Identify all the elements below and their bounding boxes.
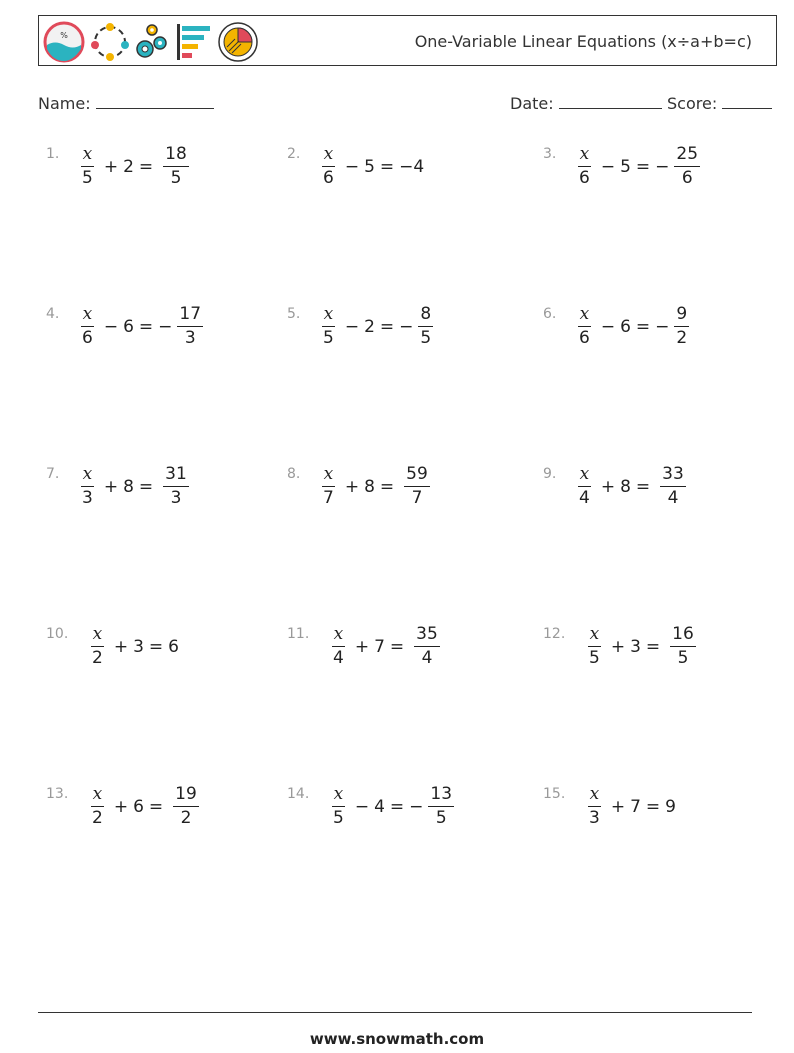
variable-fraction xyxy=(331,626,346,667)
equation xyxy=(573,146,704,187)
operator: + xyxy=(113,636,129,657)
svg-text:%: % xyxy=(60,30,68,40)
variable-fraction xyxy=(80,146,95,187)
equation xyxy=(583,786,676,827)
constant: 6 xyxy=(123,316,134,337)
variable: x xyxy=(578,146,592,167)
footer-url: www.snowmath.com xyxy=(309,1030,485,1048)
constant: 4 xyxy=(374,796,385,817)
operator: − xyxy=(344,156,360,177)
constant: 3 xyxy=(630,636,641,657)
equals-sign: = xyxy=(389,796,405,817)
equals-sign: = xyxy=(635,476,651,497)
name-field xyxy=(38,94,214,113)
problem-item xyxy=(543,146,783,206)
problem-number: 4. xyxy=(46,306,60,322)
operator: + xyxy=(113,796,129,817)
equals-sign: = xyxy=(389,636,405,657)
equals-sign: = xyxy=(138,476,154,497)
score-label: Score: xyxy=(667,94,718,113)
equals-sign: = xyxy=(148,636,164,657)
people-cycle-icon xyxy=(89,21,131,63)
divisor: 6 xyxy=(579,328,590,348)
pie-chart-icon xyxy=(217,21,259,63)
percent-circle-icon xyxy=(43,21,85,63)
answer-numerator: 18 xyxy=(163,146,189,167)
divisor: 3 xyxy=(82,488,93,508)
equation xyxy=(317,146,424,187)
answer-value: 6 xyxy=(168,636,179,657)
operator: − xyxy=(344,316,360,337)
variable-fraction xyxy=(80,306,95,347)
variable-fraction xyxy=(321,466,336,507)
answer-denominator: 5 xyxy=(677,648,689,668)
constant: 6 xyxy=(133,796,144,817)
equation xyxy=(86,786,203,827)
answer-numerator: 9 xyxy=(674,306,689,327)
divisor: 4 xyxy=(333,648,344,668)
divisor: 6 xyxy=(82,328,93,348)
variable-fraction xyxy=(331,786,346,827)
variable: x xyxy=(332,786,346,807)
answer-fraction xyxy=(414,626,440,667)
name-blank[interactable] xyxy=(96,94,214,109)
constant: 5 xyxy=(364,156,375,177)
answer-numerator: 8 xyxy=(418,306,433,327)
gears-icon xyxy=(135,21,171,63)
problem-number: 13. xyxy=(46,786,69,802)
equation xyxy=(327,786,458,827)
equation xyxy=(317,306,437,347)
answer-sign: − xyxy=(409,796,424,817)
divisor: 6 xyxy=(579,168,590,188)
equation xyxy=(327,626,444,667)
operator: − xyxy=(600,316,616,337)
problem-number: 10. xyxy=(46,626,69,642)
operator: + xyxy=(103,476,119,497)
problem-item xyxy=(46,466,286,526)
constant: 8 xyxy=(364,476,375,497)
problem-number: 6. xyxy=(543,306,557,322)
problem-number: 9. xyxy=(543,466,557,482)
problem-number: 12. xyxy=(543,626,566,642)
answer-fraction xyxy=(674,146,700,187)
operator: + xyxy=(610,796,626,817)
date-field xyxy=(510,94,662,113)
divisor: 6 xyxy=(323,168,334,188)
answer-numerator: 13 xyxy=(428,786,454,807)
answer-fraction xyxy=(428,786,454,827)
divisor: 2 xyxy=(92,808,103,828)
operator: + xyxy=(103,156,119,177)
problem-number: 7. xyxy=(46,466,60,482)
variable-fraction xyxy=(321,146,336,187)
constant: 3 xyxy=(133,636,144,657)
problem-number: 14. xyxy=(287,786,310,802)
divisor: 2 xyxy=(92,648,103,668)
equals-sign: = xyxy=(138,156,154,177)
equals-sign: = xyxy=(379,316,395,337)
operator: + xyxy=(600,476,616,497)
answer-denominator: 4 xyxy=(421,648,433,668)
answer-numerator: 33 xyxy=(660,466,686,487)
bar-list-icon xyxy=(175,21,213,63)
variable: x xyxy=(81,146,95,167)
answer-denominator: 5 xyxy=(435,808,447,828)
divisor: 7 xyxy=(323,488,334,508)
answer-denominator: 7 xyxy=(411,488,423,508)
problem-item xyxy=(543,626,783,686)
answer-denominator: 5 xyxy=(170,168,182,188)
answer-fraction xyxy=(404,466,430,507)
answer-fraction xyxy=(173,786,199,827)
answer-sign: − xyxy=(655,316,670,337)
answer-fraction xyxy=(660,466,686,507)
problem-item xyxy=(543,306,783,366)
problem-item xyxy=(287,306,527,366)
variable-fraction xyxy=(90,626,105,667)
equals-sign: = xyxy=(379,476,395,497)
equation xyxy=(76,306,207,347)
answer-numerator: 59 xyxy=(404,466,430,487)
answer-numerator: 35 xyxy=(414,626,440,647)
variable-fraction xyxy=(80,466,95,507)
answer-fraction xyxy=(674,306,689,347)
variable: x xyxy=(322,306,336,327)
date-label: Date: xyxy=(510,94,554,113)
variable: x xyxy=(81,306,95,327)
variable-fraction xyxy=(587,786,602,827)
variable: x xyxy=(322,146,336,167)
header-icons xyxy=(43,20,259,63)
answer-denominator: 2 xyxy=(180,808,192,828)
problem-item xyxy=(46,146,286,206)
answer-sign: − xyxy=(655,156,670,177)
problem-item xyxy=(46,626,286,686)
variable-fraction xyxy=(577,146,592,187)
answer-sign: − xyxy=(399,316,414,337)
problem-item xyxy=(543,786,783,846)
answer-fraction xyxy=(177,306,203,347)
variable: x xyxy=(332,626,346,647)
variable-fraction xyxy=(577,306,592,347)
variable: x xyxy=(91,786,105,807)
problem-number: 8. xyxy=(287,466,301,482)
constant: 7 xyxy=(374,636,385,657)
equals-sign: = xyxy=(635,316,651,337)
answer-fraction xyxy=(670,626,696,667)
equals-sign: = xyxy=(379,156,395,177)
problem-number: 11. xyxy=(287,626,310,642)
answer-numerator: 17 xyxy=(177,306,203,327)
problem-item xyxy=(46,306,286,366)
variable-fraction xyxy=(321,306,336,347)
operator: + xyxy=(344,476,360,497)
problem-number: 1. xyxy=(46,146,60,162)
answer-fraction xyxy=(163,466,189,507)
problem-item xyxy=(287,146,527,206)
constant: 7 xyxy=(630,796,641,817)
constant: 6 xyxy=(620,316,631,337)
variable: x xyxy=(588,786,602,807)
worksheet-title: One-Variable Linear Equations (x÷a+b=c) xyxy=(414,32,752,51)
problem-number: 15. xyxy=(543,786,566,802)
equation xyxy=(76,466,193,507)
date-blank[interactable] xyxy=(559,94,662,109)
answer-fraction xyxy=(418,306,433,347)
problem-item xyxy=(46,786,286,846)
constant: 8 xyxy=(620,476,631,497)
variable-fraction xyxy=(90,786,105,827)
answer-numerator: 19 xyxy=(173,786,199,807)
operator: + xyxy=(354,636,370,657)
problem-item xyxy=(287,466,527,526)
answer-denominator: 3 xyxy=(184,328,196,348)
equals-sign: = xyxy=(645,636,661,657)
divisor: 4 xyxy=(579,488,590,508)
footer-divider xyxy=(38,1012,752,1013)
operator: − xyxy=(600,156,616,177)
problem-number: 5. xyxy=(287,306,301,322)
constant: 8 xyxy=(123,476,134,497)
worksheet-header xyxy=(38,15,777,66)
variable: x xyxy=(81,466,95,487)
divisor: 5 xyxy=(323,328,334,348)
answer-value: 9 xyxy=(665,796,676,817)
answer-numerator: 25 xyxy=(674,146,700,167)
answer-denominator: 2 xyxy=(676,328,688,348)
problem-number: 3. xyxy=(543,146,557,162)
problem-number: 2. xyxy=(287,146,301,162)
variable: x xyxy=(322,466,336,487)
variable: x xyxy=(588,626,602,647)
answer-sign: − xyxy=(158,316,173,337)
divisor: 5 xyxy=(333,808,344,828)
equation xyxy=(583,626,700,667)
constant: 2 xyxy=(364,316,375,337)
answer-denominator: 3 xyxy=(170,488,182,508)
divisor: 3 xyxy=(589,808,600,828)
operator: − xyxy=(354,796,370,817)
answer-numerator: 31 xyxy=(163,466,189,487)
operator: + xyxy=(610,636,626,657)
divisor: 5 xyxy=(589,648,600,668)
equation xyxy=(317,466,434,507)
equation xyxy=(86,626,179,667)
constant: 2 xyxy=(123,156,134,177)
problem-item xyxy=(543,466,783,526)
answer-fraction xyxy=(163,146,189,187)
answer-denominator: 6 xyxy=(681,168,693,188)
answer-numerator: 16 xyxy=(670,626,696,647)
equation xyxy=(76,146,193,187)
problem-item xyxy=(287,786,527,846)
constant: 5 xyxy=(620,156,631,177)
variable: x xyxy=(91,626,105,647)
equals-sign: = xyxy=(645,796,661,817)
answer-denominator: 5 xyxy=(420,328,432,348)
equals-sign: = xyxy=(138,316,154,337)
answer-value: −4 xyxy=(399,156,425,177)
equals-sign: = xyxy=(635,156,651,177)
equation xyxy=(573,306,693,347)
score-blank[interactable] xyxy=(722,94,772,109)
variable-fraction xyxy=(587,626,602,667)
divisor: 5 xyxy=(82,168,93,188)
name-label: Name: xyxy=(38,94,91,113)
operator: − xyxy=(103,316,119,337)
variable-fraction xyxy=(577,466,592,507)
answer-denominator: 4 xyxy=(667,488,679,508)
variable: x xyxy=(578,466,592,487)
equals-sign: = xyxy=(148,796,164,817)
equation xyxy=(573,466,690,507)
problem-item xyxy=(287,626,527,686)
variable: x xyxy=(578,306,592,327)
score-field xyxy=(667,94,772,113)
